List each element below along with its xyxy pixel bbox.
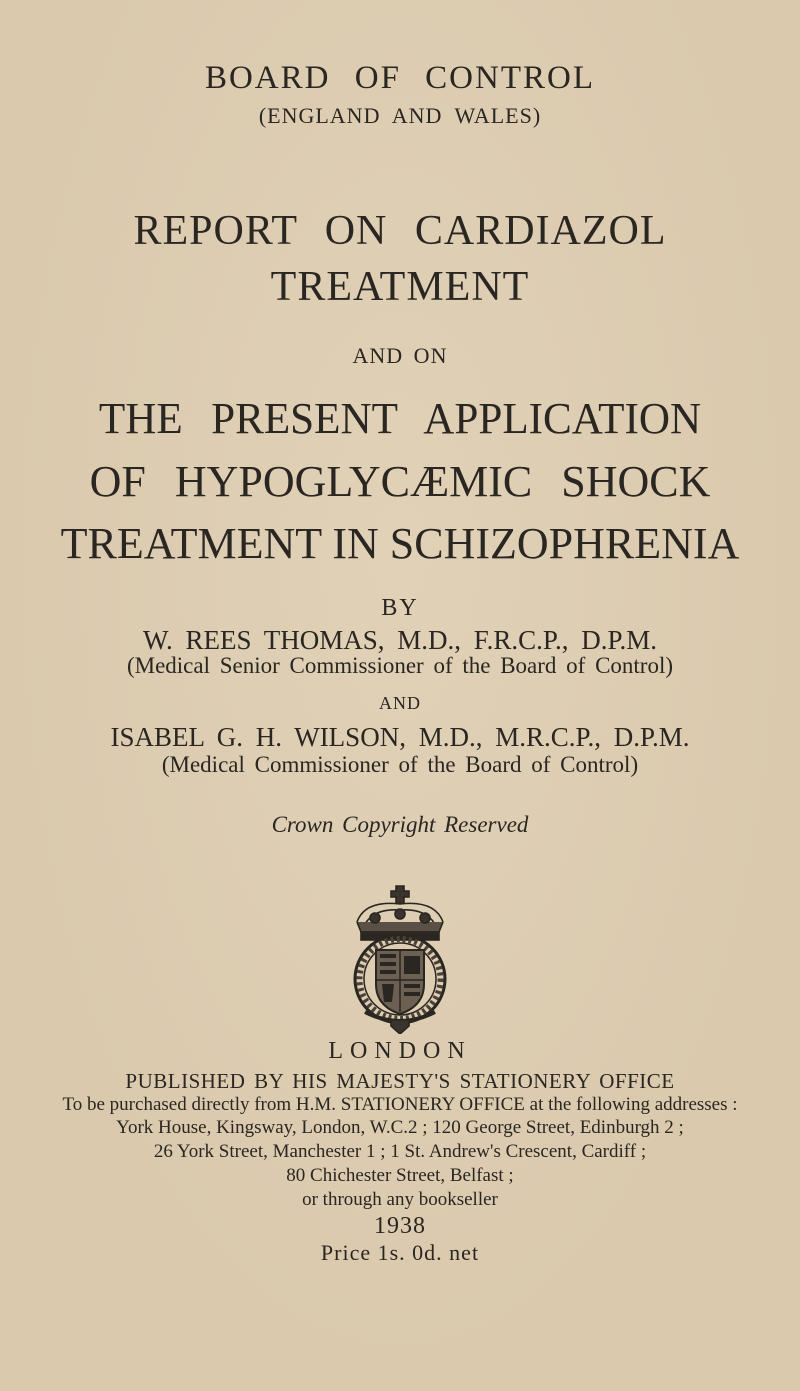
report-title-line-3: THE PRESENT APPLICATION <box>98 394 702 443</box>
report-title-line-4: OF HYPOGLYCÆMIC SHOCK <box>89 457 711 506</box>
copyright-notice: Crown Copyright Reserved <box>271 812 529 837</box>
imprint-address-line: To be purchased directly from H.M. STATIONERY OFFICE at the following addresses : <box>62 1094 738 1115</box>
and-label: AND <box>379 693 421 713</box>
imprint-address-line: York House, Kingsway, London, W.C.2 ; 120 George Street, Edinburgh 2 ; <box>116 1117 684 1138</box>
imprint-address-line: 80 Chichester Street, Belfast ; <box>286 1165 514 1186</box>
report-title-conjunction: AND ON <box>352 343 448 368</box>
price-label: Price 1s. 0d. net <box>320 1240 480 1265</box>
imprint-address-line: 26 York Street, Manchester 1 ; 1 St. Andrew's Crescent, Cardiff ; <box>153 1141 647 1162</box>
author-1-name: W. REES THOMAS, M.D., F.R.C.P., D.P.M. <box>143 625 657 655</box>
publisher-header-title: BOARD OF CONTROL <box>204 60 596 96</box>
report-title-line-5: TREATMENT IN SCHIZOPHRENIA <box>60 519 740 568</box>
publisher-header-subtitle: (ENGLAND AND WALES) <box>258 103 542 128</box>
imprint-city: LONDON <box>328 1038 472 1064</box>
author-2-name: ISABEL G. H. WILSON, M.D., M.R.C.P., D.P.M. <box>110 722 690 752</box>
publication-year: 1938 <box>374 1213 426 1239</box>
report-title-line-1: REPORT ON CARDIAZOL <box>133 208 667 254</box>
royal-coat-of-arms-icon <box>335 884 465 1034</box>
imprint-publisher: PUBLISHED BY HIS MAJESTY'S STATIONERY OFFICE <box>125 1069 675 1093</box>
imprint-address-line: or through any bookseller <box>302 1189 498 1210</box>
by-label: BY <box>381 595 419 621</box>
author-2-role: (Medical Commissioner of the Board of Control) <box>161 752 639 777</box>
author-1-role: (Medical Senior Commissioner of the Board of Control) <box>126 653 674 678</box>
report-title-line-2: TREATMENT <box>270 264 530 310</box>
